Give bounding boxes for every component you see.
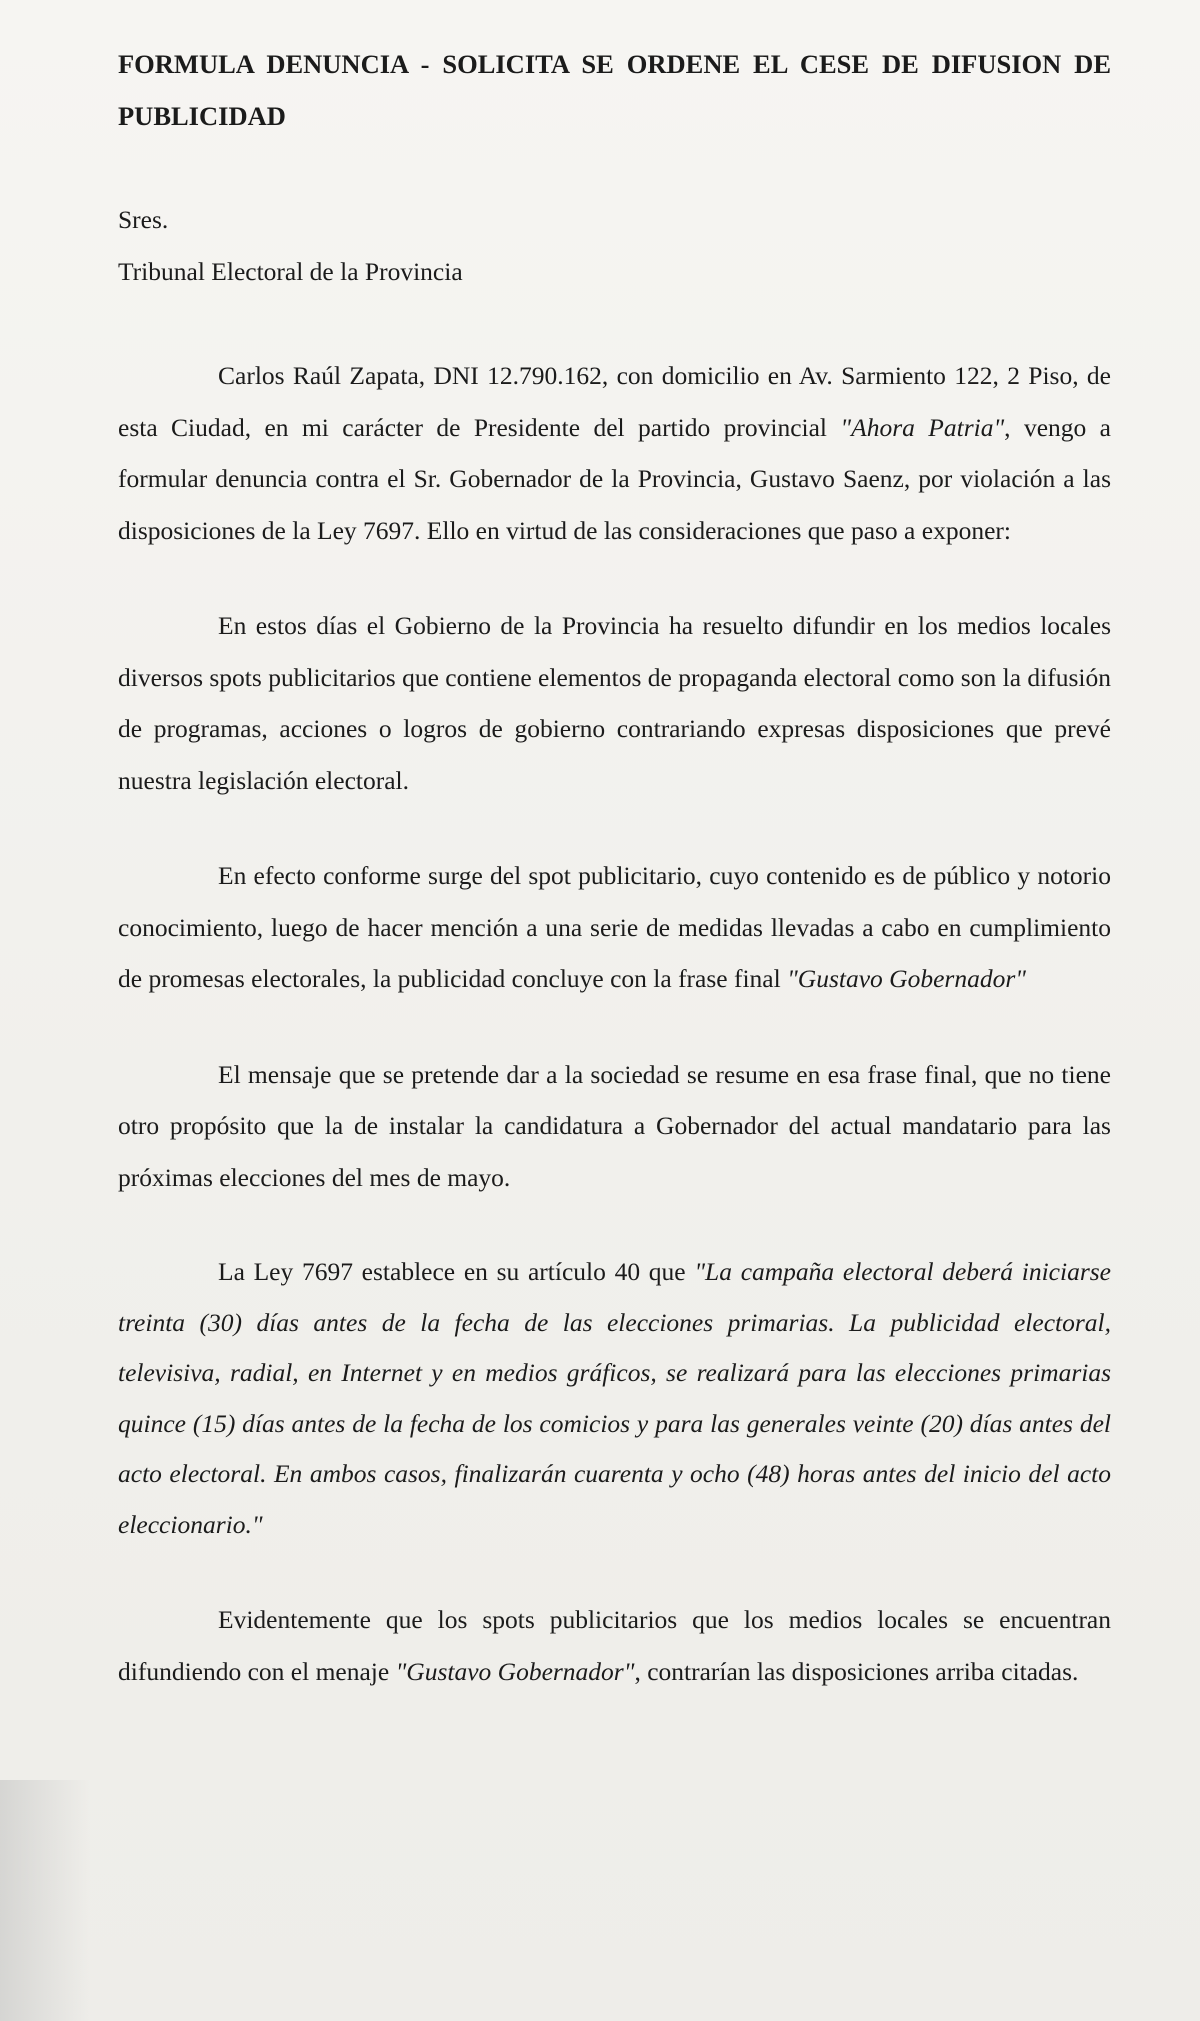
paragraph-spots: En estos días el Gobierno de la Provincia ha resuelto difundir en los medios locales diversos spots publicitarios que contiene elementos de propaganda electoral como son la difusión de programas, acciones o logros de gobierno contrariando expresas disposiciones que prevé nuestra legislación electoral. (118, 611, 1111, 795)
addressee-line-2: Tribunal Electoral de la Provincia (118, 257, 463, 286)
document-heading: FORMULA DENUNCIA - SOLICITA SE ORDENE EL CESE DE DIFUSION DE PUBLICIDAD (118, 49, 1111, 131)
page-edge-shadow (0, 1780, 90, 2021)
document-body (118, 38, 1111, 1697)
intro-text-after: , vengo a formular denuncia contra el Sr. Gobernador de la Provincia, Gustavo Saenz, por violación a las disposiciones de la Ley 7697. Ello en virtud de las consideraciones que paso a exponer: (118, 412, 1111, 545)
addressee-line-1: Sres. (118, 205, 169, 234)
paragraph-law (118, 1247, 1111, 1550)
spot-content-text: En efecto conforme surge del spot publicitario, cuyo contenido es de público y notorio conocimiento, luego de hacer mención a una serie de medidas llevadas a cabo en cumplimiento de promesas electorales, la publicidad concluye con la frase final (118, 861, 1111, 993)
conclusion-text-before: Evidentemente que los spots publicitarios que los medios locales se encuentran difundiendo con el menaje (118, 1605, 1111, 1686)
intro-text-before: Carlos Raúl Zapata, DNI 12.790.162, con domicilio en Av. Sarmiento 122, 2 Piso, de esta Ciudad, en mi carácter de Presidente del partido provincial (118, 361, 1111, 442)
conclusion-text-after: , contrarían las disposiciones arriba citadas. (634, 1656, 1079, 1686)
conclusion-quote: "Gustavo Gobernador" (395, 1656, 635, 1686)
paragraph-intro (118, 350, 1111, 556)
law-quote: "La campaña electoral deberá iniciarse treinta (30) días antes de la fecha de las elecciones primarias. La publicidad electoral, televisiva, radial, en Internet y en medios gráficos, se realizará para las elecciones primarias quince (15) días antes de la fecha de los comicios y para las generales veinte (20) días antes del acto electoral. En ambos casos, finalizarán cuarenta y ocho (48) horas antes del inicio del acto eleccionario." (118, 1257, 1111, 1539)
paragraph-spot-content (118, 850, 1111, 1005)
party-name: "Ahora Patria" (840, 412, 1005, 442)
paragraph-conclusion (118, 1594, 1111, 1697)
spot-quote: "Gustavo Gobernador" (787, 964, 1026, 993)
paragraph-message: El mensaje que se pretende dar a la sociedad se resume en esa frase final, que no tiene otro propósito que la de instalar la candidatura a Gobernador del actual mandatario para las próximas elecciones del mes de mayo. (118, 1059, 1111, 1192)
law-text: La Ley 7697 establece en su artículo 40 que (218, 1257, 695, 1286)
